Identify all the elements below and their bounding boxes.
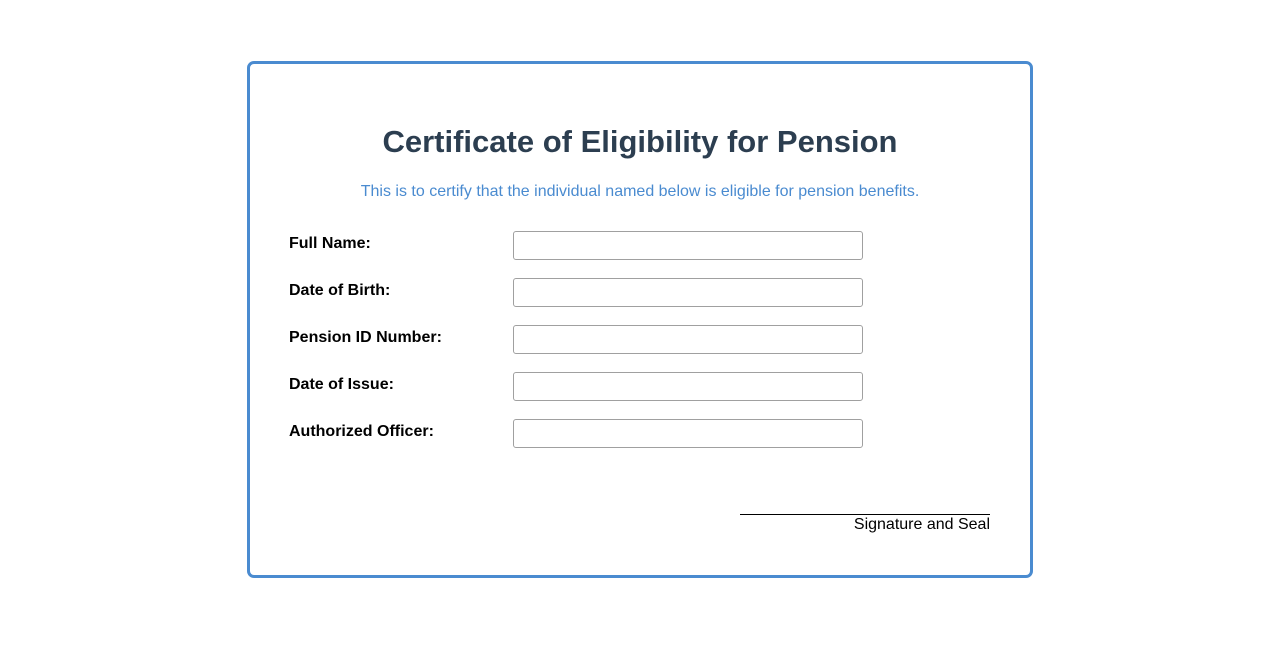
certificate-card	[247, 61, 1033, 578]
certificate-subtitle: This is to certify that the individual named below is eligible for pension benefits.	[360, 183, 920, 200]
certificate-title: Certificate of Eligibility for Pension	[382, 124, 898, 159]
form-row-date-of-birth	[289, 278, 889, 307]
date-of-birth-label: Date of Birth:	[289, 282, 391, 299]
form-row-authorized-officer	[289, 419, 889, 448]
certificate-form	[289, 231, 889, 466]
form-row-full-name	[289, 231, 889, 260]
full-name-input[interactable]	[513, 231, 863, 260]
signature-label: Signature and Seal	[853, 516, 990, 533]
authorized-officer-input[interactable]	[513, 419, 863, 448]
form-row-pension-id	[289, 325, 889, 354]
date-of-issue-label: Date of Issue:	[289, 376, 394, 393]
authorized-officer-label: Authorized Officer:	[289, 423, 434, 440]
pension-id-input[interactable]	[513, 325, 863, 354]
signature-block	[740, 514, 990, 534]
signature-line	[740, 514, 990, 515]
date-of-issue-input[interactable]	[513, 372, 863, 401]
date-of-birth-input[interactable]	[513, 278, 863, 307]
pension-id-label: Pension ID Number:	[289, 329, 442, 346]
form-row-date-of-issue	[289, 372, 889, 401]
full-name-label: Full Name:	[289, 235, 371, 252]
